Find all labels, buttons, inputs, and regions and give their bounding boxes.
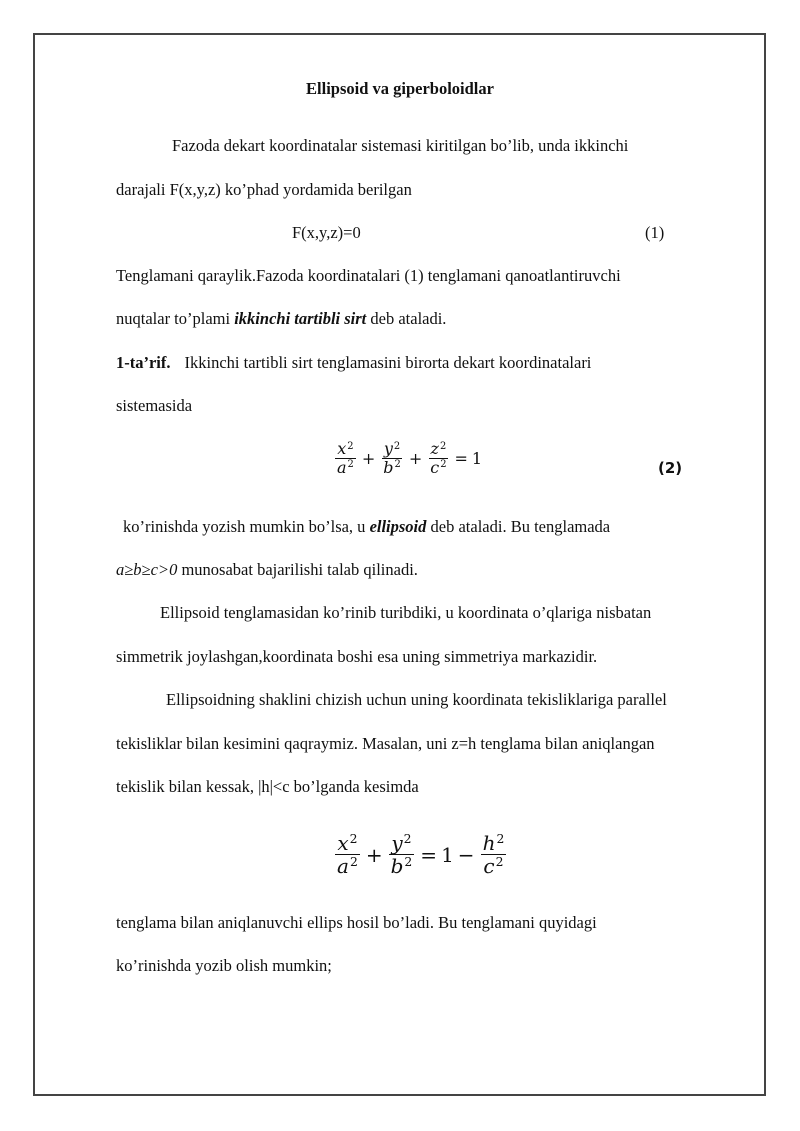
term-ellipsoid: ellipsoid xyxy=(369,517,427,536)
equation-2-number: (2) xyxy=(658,459,683,477)
inequality: a≥b≥c>0 xyxy=(116,560,178,579)
paragraph-3-text-c: munosabat bajarilishi talab qilinadi. xyxy=(177,560,418,579)
paragraph-5-line-2: tekisliklar bilan kesimini qaqraymiz. Masalan, uni z=h tenglama bilan aniqlangan xyxy=(116,734,655,753)
paragraph-4-line-1: Ellipsoid tenglamasidan ko’rinib turibdiki, u koordinata o’qlariga nisbatan xyxy=(160,603,652,622)
paragraph-1-line-1: Fazoda dekart koordinatalar sistemasi kiritilgan bo’lib, unda ikkinchi xyxy=(172,136,629,155)
paragraph-3-text-b: deb ataladi. Bu tenglamada xyxy=(426,517,611,536)
definition-label: 1-ta’rif. xyxy=(116,353,171,372)
paragraph-2-text-a: nuqtalar to’plami xyxy=(116,309,235,328)
paragraph-2-line-1: Tenglamani qaraylik.Fazoda koordinatalari (1) tenglamani qanoatlantiruvchi xyxy=(116,266,621,285)
paragraph-3-text-a: ko’rinishda yozish mumkin bo’lsa, u xyxy=(123,517,370,536)
term-ikkinchi-tartibli-sirt: ikkinchi tartibli sirt xyxy=(234,309,367,328)
definition-text: Ikkinchi tartibli sirt tenglamasini birorta dekart koordinatalari xyxy=(184,353,592,372)
document-title: Ellipsoid va giperboloidlar xyxy=(306,79,494,98)
paragraph-2-line-2 xyxy=(116,309,446,329)
definition-1-line-1 xyxy=(116,353,591,373)
equation-1: F(x,y,z)=0 xyxy=(292,223,361,242)
paragraph-2-text-b: deb ataladi. xyxy=(366,309,447,328)
paragraph-3-line-2 xyxy=(116,560,418,580)
paragraph-1-line-2: darajali F(x,y,z) ko’phad yordamida berilgan xyxy=(116,180,412,199)
paragraph-6-line-2: ko’rinishda yozib olish mumkin; xyxy=(116,956,332,975)
paragraph-6-line-1: tenglama bilan aniqlanuvchi ellips hosil bo’ladi. Bu tenglamani quyidagi xyxy=(116,913,597,932)
paragraph-5-line-1: Ellipsoidning shaklini chizish uchun uning koordinata tekisliklariga parallel xyxy=(166,690,667,709)
equation-1-number: (1) xyxy=(645,223,665,242)
paragraph-5-line-3: tekislik bilan kessak, |h|<c bo’lganda kesimda xyxy=(116,777,419,796)
equation-3: $\frac{x^2}{a^2}$ + $\frac{y^2}{b^2}$ = 1 − $\frac{h^2}{c^2}$ xyxy=(337,831,505,878)
paragraph-3-line-1 xyxy=(123,517,610,537)
paragraph-4-line-2: simmetrik joylashgan,koordinata boshi esa uning simmetriya markazidir. xyxy=(116,647,598,666)
definition-1-line-2: sistemasida xyxy=(116,396,193,415)
equation-2: $\frac{x^2}{a^2}$ + $\frac{y^2}{b^2}$ + $\frac{z^2}{c^2}$ = 1 xyxy=(337,439,483,477)
